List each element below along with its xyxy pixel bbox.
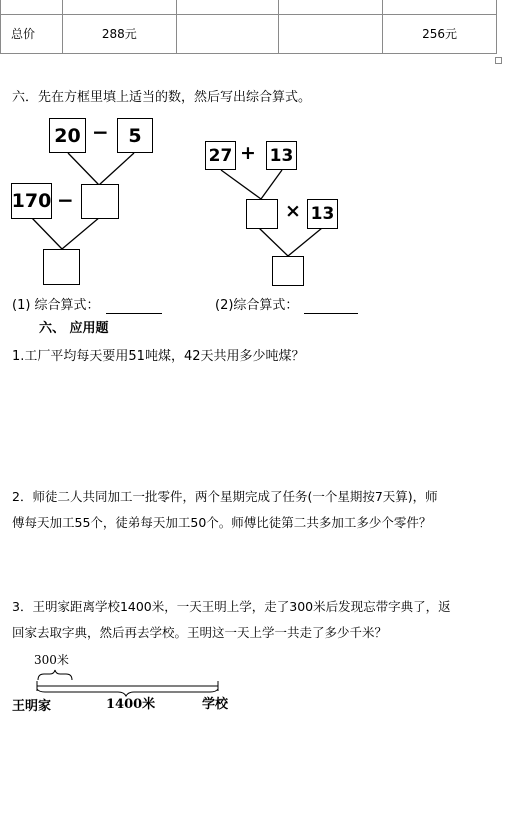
- number-box: 13: [307, 199, 338, 229]
- total-price-label: 总价: [1, 14, 63, 53]
- number-box: 20: [49, 118, 86, 153]
- applied-heading: 六、 应用题: [39, 321, 109, 336]
- question-2-line-1: 2．师徒二人共同加工一批零件，两个星期完成了任务(一个星期按7天算)，师: [12, 489, 438, 504]
- minus-sign: −: [92, 120, 109, 144]
- number-box: 13: [266, 141, 297, 170]
- formula1-blank[interactable]: [106, 301, 162, 314]
- answer-box[interactable]: [272, 256, 304, 286]
- question-3-line-1: 3．王明家距离学校1400米，一天王明上学，走了300米后发现忘带字典了，返: [12, 599, 451, 614]
- times-sign: ×: [285, 200, 301, 222]
- plus-sign: +: [240, 142, 256, 164]
- answer-box[interactable]: [246, 199, 278, 229]
- answer-box[interactable]: [43, 249, 80, 285]
- price-cell: 256元: [383, 14, 497, 53]
- formula2-label: (2)综合算式：: [215, 298, 299, 313]
- number-box: 27: [205, 141, 236, 170]
- distance-diagram: [0, 660, 260, 700]
- formula2-blank[interactable]: [304, 301, 358, 314]
- question-2-line-2: 傅每天加工55个，徒弟每天加工50个。师傅比徒第二共多加工多少个零件？: [12, 515, 432, 530]
- number-box: 170: [11, 183, 52, 219]
- number-box: 5: [117, 118, 153, 153]
- question-3-line-2: 回家去取字典，然后再去学校。王明这一天上学一共走了多少千米？: [12, 625, 388, 640]
- section6-heading: 六．先在方框里填上适当的数，然后写出综合算式。: [12, 90, 312, 105]
- diagram-left-label: 王明家: [12, 699, 52, 714]
- minus-sign: −: [57, 188, 74, 212]
- diagram-top-label: 300米: [34, 653, 69, 667]
- formula1-row: [12, 298, 162, 314]
- price-cell: 288元: [62, 14, 176, 53]
- formula2-row: [215, 298, 358, 314]
- answer-box[interactable]: [81, 184, 119, 219]
- formula1-label: (1) 综合算式：: [12, 298, 100, 313]
- diagram-mid-label: 1400米: [106, 697, 156, 712]
- diagram-right-label: 学校: [202, 697, 229, 712]
- question-1: 1.工厂平均每天要用51吨煤，42天共用多少吨煤？: [12, 349, 305, 364]
